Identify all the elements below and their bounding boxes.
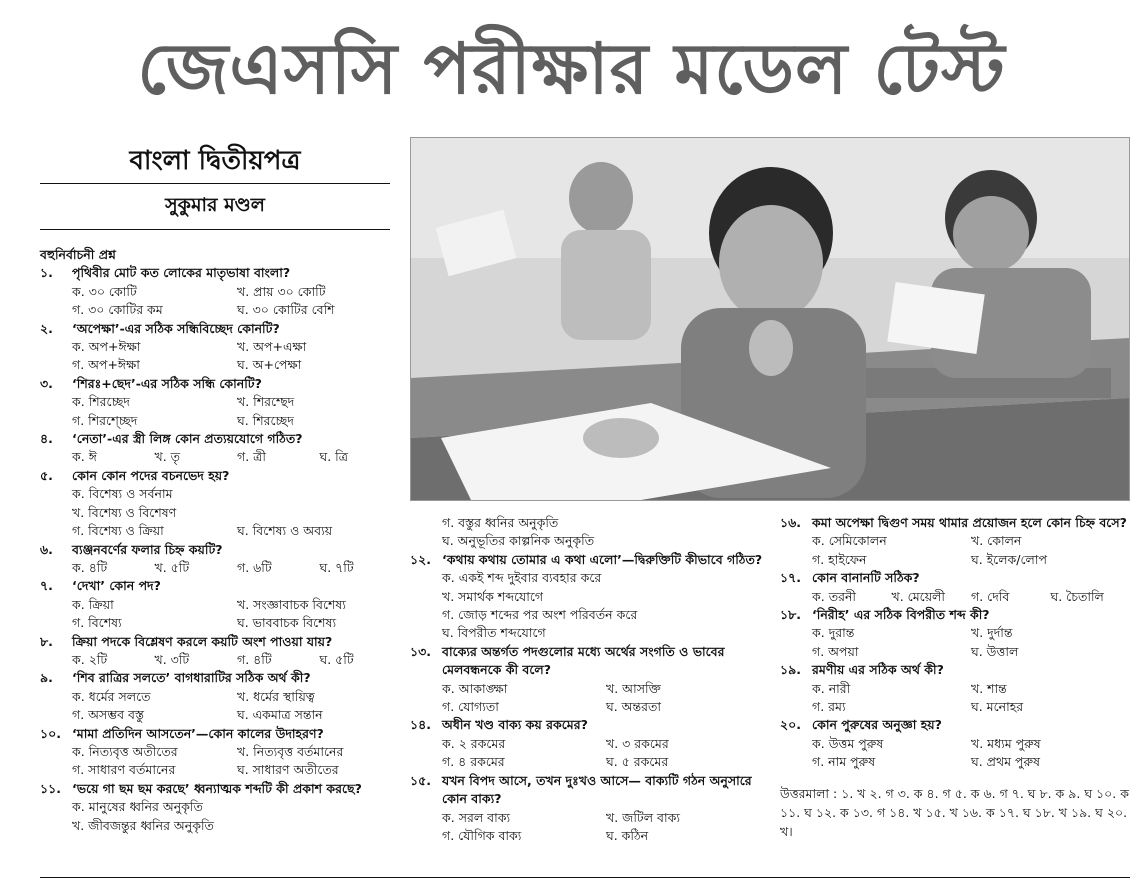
option-item: ক. ঈ — [72, 449, 97, 465]
question-list — [410, 551, 770, 846]
question-block — [410, 551, 770, 643]
option-item: ঘ. ৫ রকমের — [606, 754, 669, 770]
column-right — [780, 514, 1130, 841]
option-item: খ. ৫টি — [154, 559, 190, 575]
option-item: ক. বিশেষ্য ও সর্বনাম — [72, 486, 173, 502]
option-list — [40, 688, 402, 725]
question-number: ১১. — [40, 780, 61, 796]
option-item: গ. দেবি — [971, 588, 1010, 604]
question-row — [410, 551, 770, 569]
option-list — [410, 569, 770, 643]
question-text: ব্যঞ্জনবর্ণের ফলার চিহ্ন কয়টি? — [72, 541, 223, 557]
option-item: ক. ধর্মের সলতে — [72, 688, 151, 704]
question-row — [40, 780, 402, 798]
option-list — [410, 680, 770, 717]
page-headline: জেএসসি পরীক্ষার মডেল টেস্ট — [137, 28, 1006, 110]
photo-illustration — [411, 138, 1129, 500]
option-list — [40, 448, 402, 466]
question-block — [40, 264, 402, 319]
subject-title: বাংলা দ্বিতীয়পত্র — [129, 146, 301, 176]
question-text: বাক্যের অন্তর্গত পদগুলোর মধ্যে অর্থের সংগতি ও ভাবের মেলবন্ধনকে কী বলে? — [442, 643, 725, 678]
students-exam-photo — [410, 137, 1130, 501]
option-item: গ. বিশেষ্য ও ক্রিয়া — [72, 523, 164, 539]
option-item: গ. হাইফেন — [812, 551, 867, 567]
question-list — [780, 514, 1130, 772]
question-row — [40, 467, 402, 485]
option-item: ঘ. অন্তরতা — [606, 699, 661, 715]
option-item: ক. ২টি — [72, 651, 108, 667]
continued-option: ঘ. অনুভূতির কাল্পনিক অনুকৃতি — [442, 533, 595, 549]
question-row — [410, 643, 770, 680]
column-left — [40, 246, 402, 835]
option-item: ঘ. অ+পেক্ষা — [237, 357, 302, 373]
option-item: ঘ. ৩০ কোটির বেশি — [237, 302, 335, 318]
option-list — [40, 559, 402, 577]
question-number: ২. — [40, 320, 53, 336]
question-text: ‘নেতা’-এর স্ত্রী লিঙ্গ কোন প্রত্যয়যোগে গঠিত? — [72, 431, 303, 447]
option-item: ঘ. সাধারণ অতীতের — [237, 762, 339, 778]
option-item: ক. নিত্যবৃত্ত অতীতের — [72, 743, 178, 759]
question-number: ১৭. — [780, 570, 801, 586]
option-item: ক. তরনী — [812, 588, 856, 604]
option-item: ঘ. বিপরীত শব্দযোগে — [442, 625, 546, 641]
option-list — [40, 798, 402, 835]
option-list — [410, 735, 770, 772]
option-item: গ. অপয়া — [812, 643, 859, 659]
question-number: ১৫. — [410, 772, 431, 788]
option-item: খ. তৃ — [154, 449, 181, 465]
option-item: খ. জটিল বাক্য — [606, 809, 680, 825]
question-number: ২০. — [780, 717, 802, 733]
option-list — [40, 283, 402, 320]
option-item: খ. শিরশ্ছেদ — [237, 394, 295, 410]
question-row — [40, 320, 402, 338]
question-row — [40, 541, 402, 559]
question-block — [40, 780, 402, 835]
option-item: ঘ. কঠিন — [606, 827, 649, 843]
question-row — [40, 577, 402, 595]
question-row — [40, 725, 402, 743]
option-item: ক. ক্রিয়া — [72, 596, 114, 612]
question-text: ‘নিরীহ’ এর সঠিক বিপরীত শব্দ কী? — [812, 607, 990, 623]
question-block — [40, 725, 402, 780]
question-block — [40, 375, 402, 430]
question-number: ৬. — [40, 541, 53, 557]
question-number: ৩. — [40, 375, 53, 391]
question-text: যখন বিপদ আসে, তখন দুঃখও আসে— বাক্যটি গঠন অনুসারে কোন বাক্য? — [442, 772, 752, 807]
option-list — [40, 338, 402, 375]
author-name: সুকুমার মণ্ডল — [165, 194, 265, 216]
question-row — [780, 569, 1130, 587]
option-item: ঘ. চৈতালি — [1050, 588, 1104, 604]
option-item: ক. উত্তম পুরুষ — [812, 735, 884, 751]
question-number: ১০. — [40, 725, 61, 741]
question-block — [40, 669, 402, 724]
option-item: ক. শিরচ্ছেদ — [72, 394, 130, 410]
option-item: গ. ৩০ কোটির কম — [72, 302, 163, 318]
answer-key: উত্তরমালা : ১. খ ২. গ ৩. ক ৪. গ ৫. ক ৬. গ ৭. ঘ ৮. ক ৯. ঘ ১০. ক ১১. ঘ ১২. ক ১৩. গ ১৪. খ ১৫. খ ১৬. ক ১৭. ঘ ১৮. খ ১৯. ঘ ২০. খ। — [780, 785, 1129, 839]
bottom-divider — [40, 877, 1130, 878]
option-list — [40, 743, 402, 780]
option-item: গ. জোড় শব্দের পর অংশ পরিবর্তন করে — [442, 607, 638, 623]
question-number: ১৬. — [780, 515, 801, 530]
question-row — [410, 772, 770, 809]
option-item: গ. ৪ রকমের — [442, 754, 505, 770]
option-list — [780, 680, 1130, 717]
subject-divider — [40, 183, 390, 184]
option-item: খ. দুর্দান্ত — [971, 625, 1013, 641]
question-block — [40, 467, 402, 541]
option-item: ঘ. ৫টি — [319, 651, 354, 667]
question-number: ১৮. — [780, 607, 801, 623]
question-text: অধীন খণ্ড বাক্য কয় রকমের? — [442, 717, 588, 733]
option-item: ঘ. উত্তাল — [971, 643, 1019, 659]
question-row — [410, 716, 770, 734]
option-item: খ. মধ্যম পুরুষ — [971, 735, 1041, 751]
question-text: কমা অপেক্ষা দ্বিগুণ সময় থামার প্রয়োজন হলে কোন চিহ্ন বসে? — [812, 515, 1127, 530]
question-row — [780, 661, 1130, 679]
question-block — [780, 606, 1130, 661]
option-item: খ. সমার্থক শব্দযোগে — [442, 588, 544, 604]
question-text: কোন কোন পদের বচনভেদ হয়? — [72, 467, 230, 483]
option-item: ঘ. একমাত্র সন্তান — [237, 707, 323, 723]
question-row — [40, 669, 402, 687]
option-item: গ. যৌগিক বাক্য — [442, 827, 522, 843]
question-list — [40, 264, 402, 835]
question-text: কোন বানানটি সঠিক? — [812, 570, 920, 586]
column-middle — [410, 514, 770, 845]
option-item: ঘ. ভাববাচক বিশেষ্য — [237, 615, 337, 631]
question-text: ‘অপেক্ষা’-এর সঠিক সন্ধিবিচ্ছেদ কোনটি? — [72, 320, 280, 336]
option-item: ঘ. শিরচ্ছেদ — [237, 412, 294, 428]
question-number: ১. — [40, 265, 53, 281]
question-row — [40, 633, 402, 651]
question-text: ‘ভয়ে গা ছম ছম করছে’ ধ্বন্যাত্মক শব্দটি কী প্রকাশ করছে? — [72, 780, 362, 796]
option-item: গ. ত্রী — [237, 449, 266, 465]
option-item: গ. শিরশ্চ্ছেদ — [72, 412, 138, 428]
question-row — [40, 430, 402, 448]
option-item: ঘ. ইলেক/লোপ — [971, 551, 1047, 567]
author-divider — [40, 229, 390, 230]
continued-option: গ. বস্তুর ধ্বনির অনুকৃতি — [442, 515, 559, 530]
question-text: ক্রিয়া পদকে বিশ্লেষণ করলে কয়টি অংশ পাওয়া যায়? — [72, 633, 333, 649]
option-item: গ. নাম পুরুষ — [812, 754, 876, 770]
question-row — [780, 606, 1130, 624]
option-item: গ. রম্য — [812, 699, 846, 715]
option-item: গ. সাধারণ বর্তমানের — [72, 762, 176, 778]
option-list — [40, 485, 402, 540]
option-item: ঘ. প্রথম পুরুষ — [971, 754, 1040, 770]
question-text: রমণীয় এর সঠিক অর্থ কী? — [812, 662, 944, 678]
question-block — [40, 633, 402, 670]
option-item: ক. ৪টি — [72, 559, 108, 575]
question-block — [40, 320, 402, 375]
question-text: ‘শিরঃ+ছেদ’-এর সঠিক সন্ধি কোনটি? — [72, 375, 262, 391]
question-number: ৮. — [40, 633, 53, 649]
option-item: ক. ৩০ কোটি — [72, 283, 137, 299]
option-item: ক. মানুষের ধ্বনির অনুকৃতি — [72, 799, 203, 815]
question-row — [40, 264, 402, 282]
question-text: ‘মামা প্রতিদিন আসতেন’—কোন কালের উদাহরণ? — [72, 725, 324, 741]
option-item: ঘ. ত্রি — [319, 449, 348, 465]
option-item: খ. শান্ত — [971, 680, 1007, 696]
option-item: গ. ৪টি — [237, 651, 272, 667]
option-item: খ. মেয়েলী — [891, 588, 945, 604]
option-item: খ. জীবজন্তুর ধ্বনির অনুকৃতি — [72, 817, 214, 833]
question-number: ৯. — [40, 670, 53, 686]
question-row — [780, 514, 1130, 532]
question-block — [410, 716, 770, 771]
option-list — [780, 532, 1130, 569]
option-item: খ. কোলন — [971, 533, 1022, 549]
option-item: ক. আকাঙ্ক্ষা — [442, 680, 508, 696]
option-item: খ. ধর্মের স্থায়িত্ব — [237, 688, 315, 704]
option-item: গ. বিশেষ্য — [72, 615, 122, 631]
question-text: ‘শিব রাত্রির সলতে’ বাগধারাটির সঠিক অর্থ কী? — [72, 670, 311, 686]
question-block — [780, 514, 1130, 569]
option-item: ঘ. মনোহর — [971, 699, 1024, 715]
option-item: গ. অপ+ঈক্ষা — [72, 357, 140, 373]
continued-options — [410, 514, 770, 551]
question-text: ‘কথায় কথায় তোমার এ কথা এলো’—দ্বিরুক্তিটি কীভাবে গঠিত? — [442, 551, 763, 567]
question-block — [40, 577, 402, 632]
option-item: ক. নারী — [812, 680, 851, 696]
option-item: ক. ২ রকমের — [442, 735, 506, 751]
option-list — [40, 651, 402, 669]
question-text: পৃথিবীর মোট কত লোকের মাতৃভাষা বাংলা? — [72, 265, 291, 281]
option-item: খ. সংজ্ঞাবাচক বিশেষ্য — [237, 596, 346, 612]
question-row — [780, 716, 1130, 734]
question-text: কোন পুরুষের অনুজ্ঞা হয়? — [812, 717, 942, 733]
question-block — [780, 569, 1130, 606]
question-number: ৪. — [40, 431, 53, 447]
option-item: খ. প্রায় ৩০ কোটি — [237, 283, 326, 299]
option-item: গ. যোগ্যতা — [442, 699, 499, 715]
option-item: ঘ. বিশেষ্য ও অব্যয় — [237, 523, 333, 539]
option-list — [780, 735, 1130, 772]
question-number: ১৯. — [780, 662, 801, 678]
option-list — [780, 624, 1130, 661]
option-item: খ. ৩টি — [154, 651, 190, 667]
option-list — [780, 588, 1130, 606]
question-block — [40, 541, 402, 578]
option-item: ক. অপ+ঈক্ষা — [72, 339, 141, 355]
option-list — [40, 596, 402, 633]
question-block — [40, 430, 402, 467]
option-item: গ. ৬টি — [237, 559, 272, 575]
option-item: ঘ. ৭টি — [319, 559, 354, 575]
question-number: ৫. — [40, 467, 53, 483]
option-item: খ. অপ+এক্ষা — [237, 339, 307, 355]
question-number: ১২. — [410, 551, 431, 567]
question-text: ‘দেখা’ কোন পদ? — [72, 578, 161, 594]
question-block — [410, 643, 770, 717]
option-list — [410, 809, 770, 846]
section-title: বহুনির্বাচনী প্রশ্ন — [40, 247, 116, 262]
option-item: খ. নিত্যবৃত্ত বর্তমানের — [237, 743, 344, 759]
question-block — [410, 772, 770, 846]
option-item: ক. সেমিকোলন — [812, 533, 887, 549]
question-block — [780, 661, 1130, 716]
option-list — [40, 393, 402, 430]
option-item: ক. একই শব্দ দুইবার ব্যবহার করে — [442, 570, 602, 586]
option-item: ক. দুরান্ত — [812, 625, 855, 641]
question-row — [40, 375, 402, 393]
question-number: ৭. — [40, 578, 53, 594]
question-number: ১৩. — [410, 643, 431, 659]
question-block — [780, 716, 1130, 771]
option-item: খ. বিশেষ্য ও বিশেষণ — [72, 504, 177, 520]
option-item: খ. আসক্তি — [606, 680, 661, 696]
option-item: গ. অসম্ভব বস্তু — [72, 707, 144, 723]
option-item: ক. সরল বাক্য — [442, 809, 511, 825]
option-item: খ. ৩ রকমের — [606, 735, 669, 751]
question-number: ১৪. — [410, 717, 431, 733]
